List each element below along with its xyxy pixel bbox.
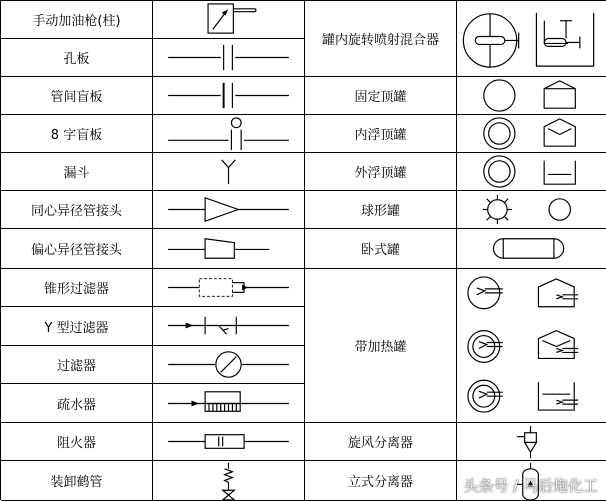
spherical-tank-icon (457, 191, 606, 229)
conical-filter-icon (153, 269, 305, 307)
steam-trap-icon (153, 384, 305, 423)
label-y-strainer: Y 型过滤器 (1, 307, 153, 346)
label-external-floating-roof-tank: 外浮顶罐 (305, 153, 457, 191)
figure-8-blind-icon (153, 115, 305, 153)
label-fixed-roof-tank: 固定顶罐 (305, 77, 457, 115)
label-eccentric-reducer: 偏心异径管接头 (1, 229, 153, 269)
label-concentric-reducer: 同心异径管接头 (1, 191, 153, 229)
loading-arm-icon (153, 461, 305, 501)
horizontal-tank-icon (457, 229, 606, 269)
funnel-icon (153, 153, 305, 191)
label-steam-trap: 疏水器 (1, 384, 153, 423)
watermark-text: 头条号 / 马后炮化工 (463, 477, 598, 495)
label-spherical-tank: 球形罐 (305, 191, 457, 229)
cyclone-separator-icon (457, 423, 606, 461)
heated-tank-icon (457, 269, 606, 423)
fixed-roof-tank-icon (457, 77, 606, 115)
internal-floating-roof-tank-icon (457, 115, 606, 153)
label-orifice-plate: 孔板 (1, 39, 153, 77)
label-horizontal-tank: 卧式罐 (305, 229, 457, 269)
label-heated-tank: 带加热罐 (305, 269, 457, 423)
label-funnel: 漏斗 (1, 153, 153, 191)
external-floating-roof-tank-icon (457, 153, 606, 191)
label-rotary-jet-mixer: 罐内旋转喷射混合器 (305, 1, 457, 77)
orifice-plate-icon (153, 39, 305, 77)
manual-fuel-gun-icon (153, 1, 305, 39)
y-strainer-icon (153, 307, 305, 346)
label-loading-arm: 装卸鹤管 (1, 461, 153, 501)
label-internal-floating-roof-tank: 内浮顶罐 (305, 115, 457, 153)
label-figure-8-blind: 8 字盲板 (1, 115, 153, 153)
label-pipe-blind-plate: 管间盲板 (1, 77, 153, 115)
rotary-jet-mixer-icon (457, 1, 606, 77)
label-vertical-separator: 立式分离器 (305, 461, 457, 501)
filter-icon (153, 346, 305, 384)
concentric-reducer-icon (153, 191, 305, 229)
label-cyclone-separator: 旋风分离器 (305, 423, 457, 461)
eccentric-reducer-icon (153, 229, 305, 269)
label-filter: 过滤器 (1, 346, 153, 384)
pipe-blind-plate-icon (153, 77, 305, 115)
label-manual-fuel-gun: 手动加油枪(柱) (1, 1, 153, 39)
flame-arrester-icon (153, 423, 305, 461)
label-conical-filter: 锥形过滤器 (1, 269, 153, 307)
label-flame-arrester: 阻火器 (1, 423, 153, 461)
